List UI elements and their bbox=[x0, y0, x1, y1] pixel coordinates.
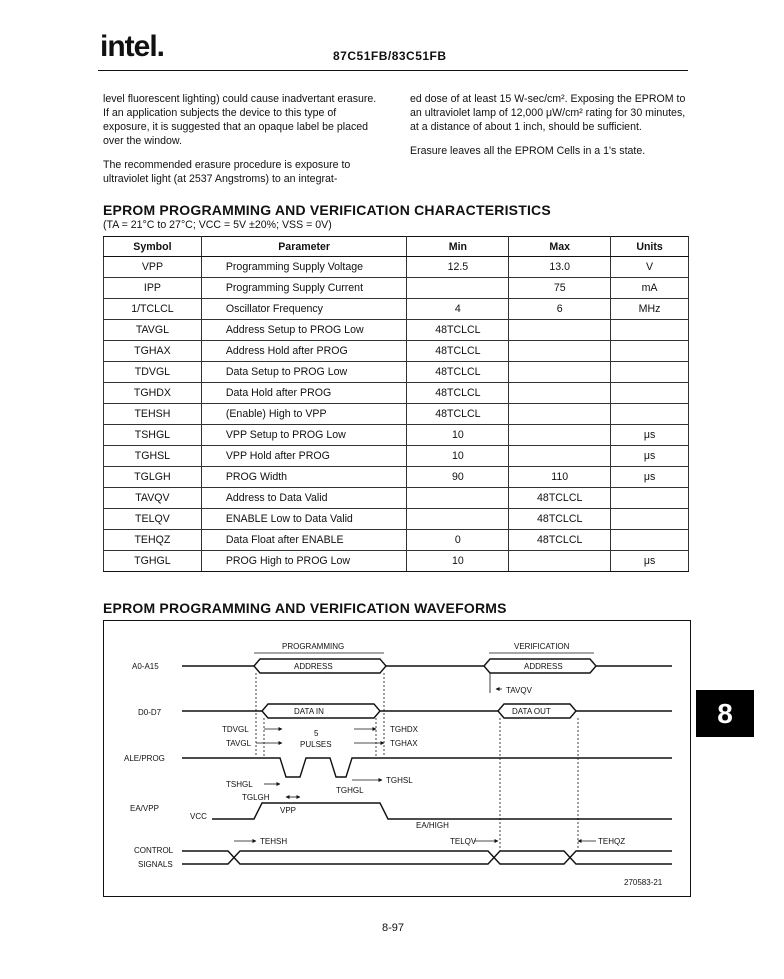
cell-min: 10 bbox=[407, 551, 509, 572]
cell-symbol: TGHSL bbox=[104, 446, 202, 467]
table-row bbox=[104, 257, 689, 278]
cell-units bbox=[611, 530, 689, 551]
cell-max: 48TCLCL bbox=[509, 509, 611, 530]
document-title: 87C51FB/83C51FB bbox=[333, 49, 447, 63]
cell-min: 0 bbox=[407, 530, 509, 551]
intel-logo: intel. bbox=[100, 30, 165, 63]
table-row bbox=[104, 467, 689, 488]
intro-paragraph: ed dose of at least 15 W-sec/cm². Exposing the EPROM to an ultraviolet lamp of 12,000 μW/cm² rating for 30 minutes, at a distance of about 1 inch, should be sufficient. bbox=[410, 93, 686, 133]
intro-right-column bbox=[410, 92, 690, 168]
tavqv-label: TAVQV bbox=[506, 686, 532, 695]
cell-max bbox=[509, 404, 611, 425]
cell-units: μs bbox=[611, 425, 689, 446]
tdvgl-label: TDVGL bbox=[222, 725, 249, 734]
intro-paragraph: Erasure leaves all the EPROM Cells in a 1's state. bbox=[410, 145, 646, 157]
cell-parameter: PROG Width bbox=[201, 467, 407, 488]
signal-label-ea: EA/VPP bbox=[130, 804, 159, 813]
cell-min bbox=[407, 509, 509, 530]
cell-min: 48TCLCL bbox=[407, 341, 509, 362]
intro-left-column bbox=[103, 92, 381, 196]
cell-symbol: TDVGL bbox=[104, 362, 202, 383]
tghgl-label: TGHGL bbox=[336, 786, 364, 795]
column-header: Min bbox=[407, 237, 509, 257]
cell-min: 48TCLCL bbox=[407, 404, 509, 425]
table-row bbox=[104, 383, 689, 404]
figure-number: 270583-21 bbox=[624, 878, 663, 887]
cell-max bbox=[509, 425, 611, 446]
page-number: 8-97 bbox=[382, 922, 405, 934]
cell-symbol: VPP bbox=[104, 257, 202, 278]
cell-parameter: Oscillator Frequency bbox=[201, 299, 407, 320]
cell-symbol: IPP bbox=[104, 278, 202, 299]
intro-paragraph: The recommended erasure procedure is exposure to ultraviolet light (at 2537 Angstroms) to an integrat- bbox=[103, 159, 351, 185]
cell-max bbox=[509, 362, 611, 383]
test-conditions: (TA = 21°C to 27°C; VCC = 5V ±20%; VSS = 0V) bbox=[103, 219, 332, 231]
pulses-label: PULSES bbox=[300, 740, 332, 749]
tehsh-label: TEHSH bbox=[260, 837, 288, 846]
address-label-verify: ADDRESS bbox=[524, 662, 563, 671]
table-row bbox=[104, 278, 689, 299]
intro-paragraph: level fluorescent lighting) could cause inadvertant erasure. If an application subjects the device to this type of exposure, it is suggested that an opaque label be placed over the window. bbox=[103, 93, 377, 147]
waveform-svg bbox=[104, 621, 690, 896]
tshgl-label: TSHGL bbox=[226, 780, 253, 789]
cell-min: 10 bbox=[407, 425, 509, 446]
section-tab-marker: 8 bbox=[696, 690, 754, 737]
cell-parameter: VPP Setup to PROG Low bbox=[201, 425, 407, 446]
cell-max bbox=[509, 551, 611, 572]
cell-units: μs bbox=[611, 467, 689, 488]
cell-min bbox=[407, 278, 509, 299]
cell-symbol: TGHAX bbox=[104, 341, 202, 362]
table-row bbox=[104, 551, 689, 572]
table-row bbox=[104, 341, 689, 362]
cell-parameter: Data Setup to PROG Low bbox=[201, 362, 407, 383]
tglgh-label: TGLGH bbox=[242, 793, 270, 802]
cell-units bbox=[611, 404, 689, 425]
table-row bbox=[104, 404, 689, 425]
table-row bbox=[104, 320, 689, 341]
cell-units: MHz bbox=[611, 299, 689, 320]
signal-label-ale: ALE/PROG bbox=[124, 754, 165, 763]
cell-max bbox=[509, 320, 611, 341]
column-header: Parameter bbox=[201, 237, 407, 257]
data-in-label: DATA IN bbox=[294, 707, 324, 716]
signal-label-data: D0-D7 bbox=[138, 708, 162, 717]
cell-parameter: ENABLE Low to Data Valid bbox=[201, 509, 407, 530]
cell-units: V bbox=[611, 257, 689, 278]
table-row bbox=[104, 509, 689, 530]
data-out-label: DATA OUT bbox=[512, 707, 551, 716]
cell-max bbox=[509, 446, 611, 467]
characteristics-table bbox=[103, 236, 689, 572]
cell-symbol: TAVGL bbox=[104, 320, 202, 341]
cell-units: mA bbox=[611, 278, 689, 299]
cell-parameter: (Enable) High to VPP bbox=[201, 404, 407, 425]
cell-units bbox=[611, 488, 689, 509]
cell-max: 48TCLCL bbox=[509, 488, 611, 509]
cell-symbol: TEHQZ bbox=[104, 530, 202, 551]
cell-min: 48TCLCL bbox=[407, 320, 509, 341]
header-rule bbox=[98, 70, 688, 71]
cell-max: 110 bbox=[509, 467, 611, 488]
tghax-label: TGHAX bbox=[390, 739, 418, 748]
cell-units: μs bbox=[611, 551, 689, 572]
cell-parameter: Address to Data Valid bbox=[201, 488, 407, 509]
table-row bbox=[104, 488, 689, 509]
waveform-diagram bbox=[103, 620, 691, 897]
cell-symbol: TGLGH bbox=[104, 467, 202, 488]
cell-symbol: TEHSH bbox=[104, 404, 202, 425]
cell-symbol: TELQV bbox=[104, 509, 202, 530]
cell-symbol: TSHGL bbox=[104, 425, 202, 446]
cell-max bbox=[509, 341, 611, 362]
tehqz-label: TEHQZ bbox=[598, 837, 626, 846]
cell-max: 48TCLCL bbox=[509, 530, 611, 551]
column-header: Units bbox=[611, 237, 689, 257]
table-row bbox=[104, 425, 689, 446]
cell-parameter: Data Hold after PROG bbox=[201, 383, 407, 404]
cell-min: 12.5 bbox=[407, 257, 509, 278]
tghdx-label: TGHDX bbox=[390, 725, 418, 734]
cell-max bbox=[509, 383, 611, 404]
signal-label-address: A0-A15 bbox=[132, 662, 159, 671]
cell-max: 6 bbox=[509, 299, 611, 320]
cell-parameter: VPP Hold after PROG bbox=[201, 446, 407, 467]
vpp-label: VPP bbox=[280, 806, 297, 815]
cell-parameter: Programming Supply Current bbox=[201, 278, 407, 299]
table-header-row bbox=[104, 237, 689, 257]
table-row bbox=[104, 530, 689, 551]
cell-symbol: TAVQV bbox=[104, 488, 202, 509]
cell-min: 48TCLCL bbox=[407, 383, 509, 404]
signal-label-signals: SIGNALS bbox=[138, 860, 173, 869]
pulse-count: 5 bbox=[314, 729, 319, 738]
cell-symbol: TGHGL bbox=[104, 551, 202, 572]
cell-parameter: Data Float after ENABLE bbox=[201, 530, 407, 551]
cell-units bbox=[611, 341, 689, 362]
cell-symbol: 1/TCLCL bbox=[104, 299, 202, 320]
cell-symbol: TGHDX bbox=[104, 383, 202, 404]
cell-min: 90 bbox=[407, 467, 509, 488]
address-label: ADDRESS bbox=[294, 662, 333, 671]
verification-label: VERIFICATION bbox=[514, 642, 570, 651]
cell-parameter: Address Hold after PROG bbox=[201, 341, 407, 362]
waveforms-heading: EPROM PROGRAMMING AND VERIFICATION WAVEFORMS bbox=[103, 600, 507, 616]
cell-units bbox=[611, 362, 689, 383]
cell-parameter: Programming Supply Voltage bbox=[201, 257, 407, 278]
signal-label-control: CONTROL bbox=[134, 846, 174, 855]
cell-parameter: PROG High to PROG Low bbox=[201, 551, 407, 572]
cell-min: 48TCLCL bbox=[407, 362, 509, 383]
cell-units: μs bbox=[611, 446, 689, 467]
tghsl-label: TGHSL bbox=[386, 776, 413, 785]
cell-max: 13.0 bbox=[509, 257, 611, 278]
programming-label: PROGRAMMING bbox=[282, 642, 345, 651]
cell-units bbox=[611, 320, 689, 341]
column-header: Symbol bbox=[104, 237, 202, 257]
cell-min: 10 bbox=[407, 446, 509, 467]
cell-parameter: Address Setup to PROG Low bbox=[201, 320, 407, 341]
cell-units bbox=[611, 509, 689, 530]
telqv-label: TELQV bbox=[450, 837, 477, 846]
vcc-label: VCC bbox=[190, 812, 207, 821]
cell-units bbox=[611, 383, 689, 404]
characteristics-heading: EPROM PROGRAMMING AND VERIFICATION CHARACTERISTICS bbox=[103, 202, 551, 218]
cell-min: 4 bbox=[407, 299, 509, 320]
table-row bbox=[104, 446, 689, 467]
ea-high-label: EA/HIGH bbox=[416, 821, 449, 830]
cell-max: 75 bbox=[509, 278, 611, 299]
cell-min bbox=[407, 488, 509, 509]
table-row bbox=[104, 362, 689, 383]
column-header: Max bbox=[509, 237, 611, 257]
table-row bbox=[104, 299, 689, 320]
tavgl-label: TAVGL bbox=[226, 739, 252, 748]
